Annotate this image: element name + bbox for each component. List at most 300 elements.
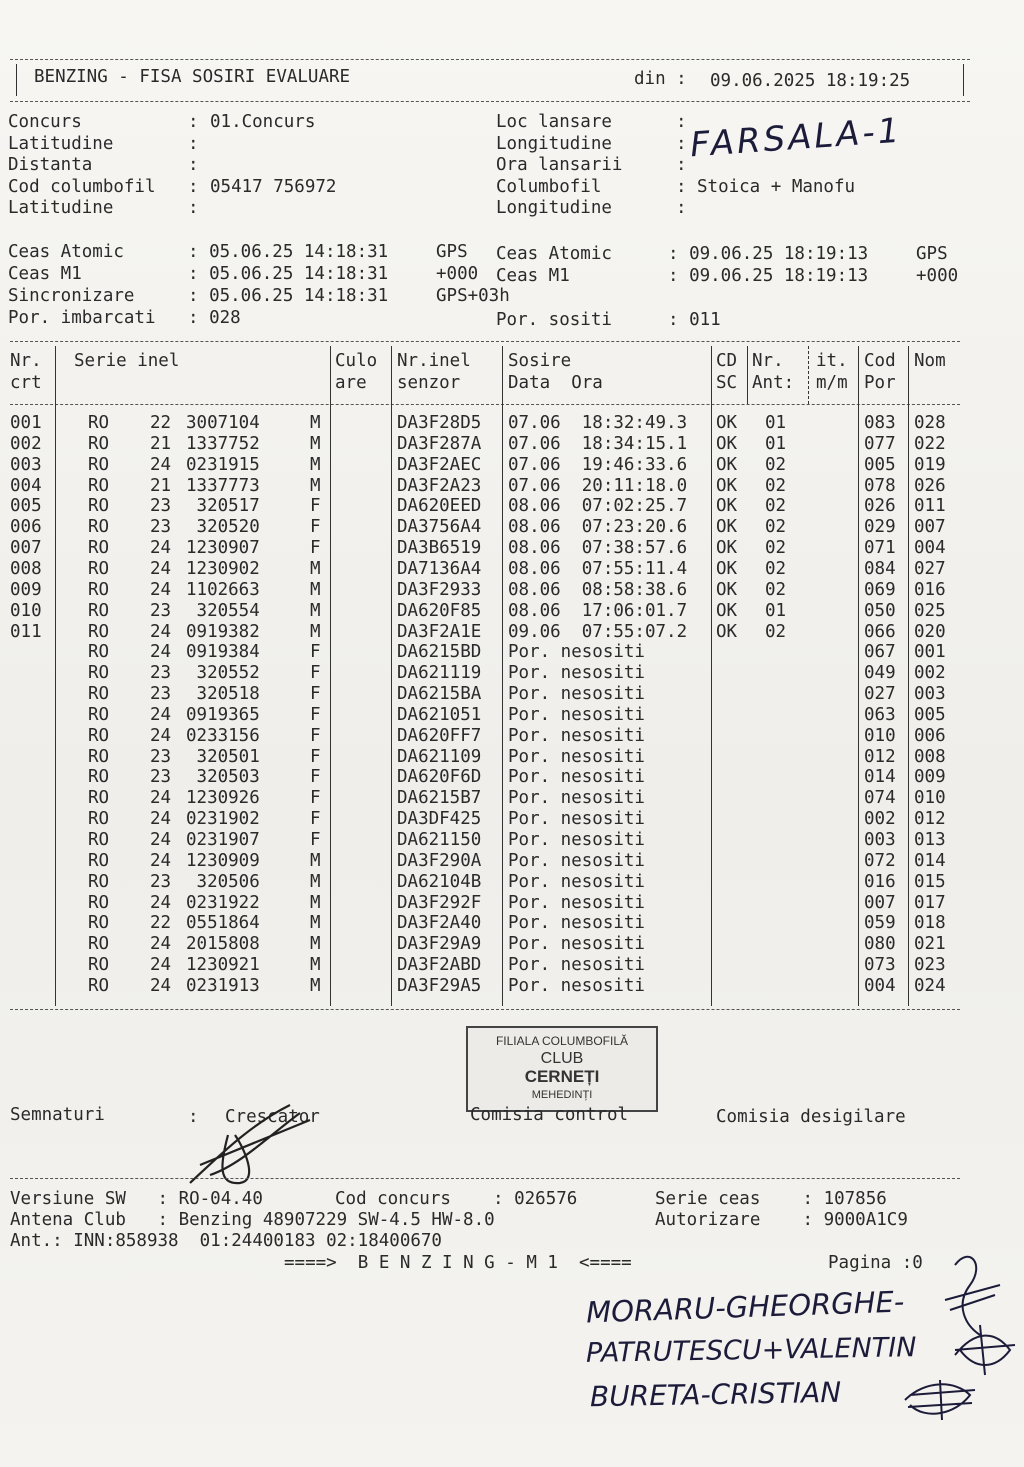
- table-cell-nom: 008: [914, 746, 946, 767]
- table-cell-tara: RO: [88, 704, 110, 725]
- info-right-sep: :: [676, 112, 687, 132]
- table-cell-sosire: Por. nesositi: [508, 975, 645, 996]
- table-cell-sosire: Por. nesositi: [508, 663, 645, 684]
- clock-left-label: Por. imbarcati: [8, 308, 156, 328]
- handwritten-name-1: MORARU-GHEORGHE-: [585, 1284, 905, 1330]
- table-cell-sex: F: [310, 517, 321, 538]
- clock-left-label: Sincronizare: [8, 286, 135, 306]
- table-cell-ant: 02: [765, 579, 787, 600]
- clock-left-extra: GPS+03h: [436, 286, 510, 306]
- table-cell-tara: RO: [88, 767, 110, 788]
- table-cell-nom: 006: [914, 725, 946, 746]
- clock-left-value: : 05.06.25 14:18:31: [188, 264, 389, 284]
- table-cell-sosire: Por. nesositi: [508, 892, 645, 913]
- table-cell-inel: 320506: [186, 871, 260, 892]
- table-cell-an: 23: [150, 767, 172, 788]
- table-cell-inel: 320518: [186, 684, 260, 705]
- clock-right-label: Por. sositi: [496, 310, 612, 330]
- page-number: Pagina :0: [828, 1253, 923, 1273]
- table-cell-sex: F: [310, 788, 321, 809]
- table-cell-sex: F: [310, 642, 321, 663]
- table-cell-tara: RO: [88, 517, 110, 538]
- table-cell-sosire: Por. nesositi: [508, 871, 645, 892]
- info-left-label: Distanta: [8, 155, 93, 175]
- table-cell-senzor: DA3F2A23: [397, 475, 482, 496]
- breeder-signature-label: Crescator: [225, 1107, 320, 1127]
- table-cell-senzor: DA3B6519: [397, 538, 482, 559]
- table-cell-tara: RO: [88, 433, 110, 454]
- table-column-divider: [391, 346, 392, 1006]
- table-cell-cd: OK: [716, 433, 738, 454]
- table-cell-cd: OK: [716, 600, 738, 621]
- info-left-label: Concurs: [8, 112, 82, 132]
- table-cell-nom: 003: [914, 684, 946, 705]
- table-cell-cd: OK: [716, 454, 738, 475]
- table-cell-sex: F: [310, 684, 321, 705]
- table-cell-tara: RO: [88, 538, 110, 559]
- table-cell-ant: 02: [765, 517, 787, 538]
- info-left-value: 01.Concurs: [210, 112, 316, 132]
- breeder-signature: [180, 1095, 330, 1195]
- table-header-cell: Ant:: [752, 373, 795, 393]
- table-cell-an: 23: [150, 517, 172, 538]
- table-cell-nom: 023: [914, 955, 946, 976]
- table-cell-cod: 072: [864, 850, 896, 871]
- table-cell-sosire: Por. nesositi: [508, 746, 645, 767]
- table-header-cell: Sosire: [508, 351, 572, 371]
- table-cell-nom: 013: [914, 830, 946, 850]
- table-cell-an: 24: [150, 955, 172, 976]
- table-cell-inel: 0231902: [186, 809, 260, 830]
- table-cell-senzor: DA621150: [397, 830, 482, 850]
- table-cell-sex: F: [310, 704, 321, 725]
- header-bottom-rule: [10, 101, 970, 102]
- table-cell-tara: RO: [88, 663, 110, 684]
- table-cell-an: 23: [150, 684, 172, 705]
- table-cell-cod: 084: [864, 558, 896, 579]
- date-label: din :: [634, 69, 687, 89]
- table-cell-nr: 009: [10, 579, 42, 600]
- table-cell-inel: 320520: [186, 517, 260, 538]
- table-cell-senzor: DA3F29A9: [397, 934, 482, 955]
- table-cell-nom: 015: [914, 871, 946, 892]
- table-cell-sosire: Por. nesositi: [508, 725, 645, 746]
- table-cell-nom: 025: [914, 600, 946, 621]
- table-cell-inel: 1230926: [186, 788, 260, 809]
- info-left-sep: :: [188, 155, 199, 175]
- clock-left-label: Ceas Atomic: [8, 242, 124, 262]
- table-cell-senzor: DA3F287A: [397, 433, 482, 454]
- header-top-rule: [10, 59, 970, 60]
- table-cell-an: 23: [150, 496, 172, 517]
- table-cell-an: 24: [150, 725, 172, 746]
- table-cell-an: 24: [150, 850, 172, 871]
- table-cell-cod: 007: [864, 892, 896, 913]
- table-column-divider: [55, 346, 56, 1006]
- table-cell-tara: RO: [88, 955, 110, 976]
- table-cell-an: 24: [150, 558, 172, 579]
- table-cell-sosire: 08.06 07:23:20.6: [508, 517, 688, 538]
- table-cell-sosire: 07.06 18:32:49.3: [508, 413, 688, 433]
- table-cell-nr: 007: [10, 538, 42, 559]
- table-header-rule: [10, 404, 960, 405]
- table-cell-nr: 002: [10, 433, 42, 454]
- table-cell-sosire: Por. nesositi: [508, 830, 645, 850]
- table-cell-inel: 1230909: [186, 850, 260, 871]
- contest-code: Cod concurs : 026576: [335, 1189, 578, 1209]
- info-right-sep: :: [676, 198, 687, 218]
- table-cell-ant: 02: [765, 538, 787, 559]
- table-bottom-rule: [10, 1009, 960, 1010]
- table-cell-cod: 050: [864, 600, 896, 621]
- table-cell-sosire: Por. nesositi: [508, 934, 645, 955]
- info-right-sep: :: [676, 155, 687, 175]
- table-cell-inel: 1230907: [186, 538, 260, 559]
- info-right-sep: :: [676, 133, 687, 154]
- table-cell-tara: RO: [88, 913, 110, 934]
- clock-right-value: : 09.06.25 18:19:13: [668, 266, 869, 286]
- table-header-cell: Cod: [864, 351, 896, 371]
- table-cell-cod: 005: [864, 454, 896, 475]
- table-top-rule: [10, 341, 960, 342]
- table-column-divider: [747, 346, 748, 404]
- table-cell-nom: 007: [914, 517, 946, 538]
- clock-left-label: Ceas M1: [8, 264, 82, 284]
- table-cell-tara: RO: [88, 892, 110, 913]
- table-cell-nom: 024: [914, 975, 946, 996]
- table-cell-ant: 01: [765, 413, 787, 433]
- authorization: Autorizare : 9000A1C9: [655, 1210, 908, 1230]
- table-cell-tara: RO: [88, 684, 110, 705]
- table-cell-an: 23: [150, 663, 172, 684]
- table-cell-senzor: DA6215BD: [397, 642, 482, 663]
- table-header-cell: Nom: [914, 351, 946, 371]
- info-left-sep: :: [188, 112, 199, 132]
- table-cell-sex: M: [310, 454, 321, 475]
- table-cell-tara: RO: [88, 579, 110, 600]
- table-cell-cod: 004: [864, 975, 896, 996]
- table-cell-sosire: Por. nesositi: [508, 684, 645, 705]
- table-cell-nom: 010: [914, 788, 946, 809]
- table-cell-senzor: DA62104B: [397, 871, 482, 892]
- table-cell-sex: F: [310, 725, 321, 746]
- table-cell-cod: 012: [864, 746, 896, 767]
- table-cell-cd: OK: [716, 579, 738, 600]
- info-left-value: 05417 756972: [210, 176, 337, 197]
- table-cell-sosire: Por. nesositi: [508, 788, 645, 809]
- table-cell-an: 24: [150, 579, 172, 600]
- table-cell-cod: 063: [864, 704, 896, 725]
- clock-right-label: Ceas Atomic: [496, 244, 612, 264]
- stamp-line-4: MEHEDINȚI: [531, 1089, 593, 1101]
- table-cell-sex: M: [310, 413, 321, 433]
- table-cell-senzor: DA3F28D5: [397, 413, 482, 433]
- table-header-cell: m/m: [816, 373, 848, 393]
- table-header-cell: Nr.: [10, 351, 42, 371]
- table-cell-sosire: 08.06 07:55:11.4: [508, 558, 688, 579]
- unsealing-commission-label: Comisia desigilare: [716, 1107, 906, 1127]
- table-cell-tara: RO: [88, 475, 110, 496]
- table-cell-senzor: DA3F290A: [397, 850, 482, 871]
- table-cell-sosire: 08.06 07:38:57.6: [508, 538, 688, 559]
- table-cell-sex: F: [310, 496, 321, 517]
- table-cell-inel: 0231913: [186, 975, 260, 996]
- table-cell-tara: RO: [88, 413, 110, 433]
- table-cell-sosire: 07.06 19:46:33.6: [508, 454, 688, 475]
- table-cell-sex: M: [310, 475, 321, 496]
- table-cell-senzor: DA6215BA: [397, 684, 482, 705]
- info-right-value: Stoica + Manofu: [697, 176, 856, 197]
- table-cell-inel: 2015808: [186, 934, 260, 955]
- table-cell-inel: 320517: [186, 496, 260, 517]
- table-cell-sosire: Por. nesositi: [508, 850, 645, 871]
- report-datetime: 09.06.2025 18:19:25: [710, 71, 911, 91]
- table-cell-senzor: DA3F292F: [397, 892, 482, 913]
- table-cell-sex: M: [310, 600, 321, 621]
- table-cell-nom: 018: [914, 913, 946, 934]
- table-cell-sex: M: [310, 913, 321, 934]
- table-cell-nr: 011: [10, 621, 42, 642]
- table-cell-cod: 003: [864, 830, 896, 850]
- handwritten-name-2: PATRUTESCU+VALENTIN: [585, 1332, 917, 1369]
- table-cell-nom: 004: [914, 538, 946, 559]
- table-cell-cd: OK: [716, 517, 738, 538]
- table-cell-ant: 02: [765, 475, 787, 496]
- table-cell-tara: RO: [88, 809, 110, 830]
- info-left-label: Latitudine: [8, 133, 114, 154]
- table-header-cell: CD: [716, 351, 738, 371]
- table-cell-tara: RO: [88, 850, 110, 871]
- table-cell-inel: 0231922: [186, 892, 260, 913]
- table-cell-nom: 020: [914, 621, 946, 642]
- table-cell-nom: 009: [914, 767, 946, 788]
- table-cell-inel: 0919384: [186, 642, 260, 663]
- table-cell-sosire: 07.06 18:34:15.1: [508, 433, 688, 454]
- document-title: BENZING - FISA SOSIRI EVALUARE: [34, 67, 351, 87]
- table-cell-inel: 1230921: [186, 955, 260, 976]
- table-cell-sex: F: [310, 746, 321, 767]
- table-cell-nom: 019: [914, 454, 946, 475]
- table-cell-sex: M: [310, 871, 321, 892]
- info-left-sep: :: [188, 198, 199, 218]
- table-cell-sex: M: [310, 850, 321, 871]
- control-commission-label: Comisia control: [470, 1105, 629, 1125]
- table-cell-cod: 069: [864, 579, 896, 600]
- table-cell-cod: 029: [864, 517, 896, 538]
- signature-scribble-2: [950, 1320, 1020, 1380]
- table-cell-senzor: DA621051: [397, 704, 482, 725]
- signature-scribble-3: [900, 1375, 980, 1425]
- table-cell-cod: 066: [864, 621, 896, 642]
- table-header-cell: Culo: [335, 351, 378, 371]
- table-cell-an: 22: [150, 913, 172, 934]
- table-cell-nr: 005: [10, 496, 42, 517]
- stamp-line-2: CLUB: [540, 1050, 584, 1067]
- table-cell-sex: F: [310, 809, 321, 830]
- table-cell-inel: 0919365: [186, 704, 260, 725]
- table-cell-senzor: DA3F2AEC: [397, 454, 482, 475]
- table-cell-nom: 017: [914, 892, 946, 913]
- table-column-divider: [908, 346, 909, 1006]
- table-cell-inel: 0231915: [186, 454, 260, 475]
- table-cell-sosire: 07.06 20:11:18.0: [508, 475, 688, 496]
- table-cell-an: 24: [150, 892, 172, 913]
- table-cell-inel: 0233156: [186, 725, 260, 746]
- table-cell-senzor: DA7136A4: [397, 558, 482, 579]
- table-cell-an: 21: [150, 433, 172, 454]
- table-cell-cod: 027: [864, 684, 896, 705]
- clock-left-value: : 05.06.25 14:18:31: [188, 242, 389, 262]
- table-cell-inel: 320503: [186, 767, 260, 788]
- table-cell-nr: 008: [10, 558, 42, 579]
- table-cell-tara: RO: [88, 725, 110, 746]
- table-cell-an: 23: [150, 871, 172, 892]
- table-cell-sosire: 08.06 07:02:25.7: [508, 496, 688, 517]
- table-cell-cd: OK: [716, 538, 738, 559]
- table-cell-tara: RO: [88, 934, 110, 955]
- table-cell-nom: 005: [914, 704, 946, 725]
- table-cell-nr: 006: [10, 517, 42, 538]
- table-cell-inel: 1102663: [186, 579, 260, 600]
- table-cell-tara: RO: [88, 600, 110, 621]
- table-cell-nr: 010: [10, 600, 42, 621]
- table-cell-tara: RO: [88, 871, 110, 892]
- table-cell-inel: 0231907: [186, 830, 260, 850]
- table-cell-sex: F: [310, 830, 321, 850]
- table-cell-senzor: DA620F6D: [397, 767, 482, 788]
- table-cell-an: 23: [150, 746, 172, 767]
- table-cell-inel: 0919382: [186, 621, 260, 642]
- table-header-cell: SC: [716, 373, 738, 393]
- antenna-ids: Ant.: INN:858938 01:24400183 02:18400670: [10, 1231, 442, 1251]
- club-stamp: [466, 1026, 658, 1112]
- table-cell-an: 24: [150, 538, 172, 559]
- table-cell-sosire: 08.06 17:06:01.7: [508, 600, 688, 621]
- table-cell-inel: 1230902: [186, 558, 260, 579]
- table-column-divider: [330, 346, 331, 1006]
- clock-right-extra: +000: [916, 266, 959, 286]
- table-cell-sosire: Por. nesositi: [508, 642, 645, 663]
- table-cell-nom: 002: [914, 663, 946, 684]
- table-cell-sex: F: [310, 767, 321, 788]
- table-cell-sex: M: [310, 975, 321, 996]
- table-cell-nom: 021: [914, 934, 946, 955]
- table-cell-senzor: DA3DF425: [397, 809, 482, 830]
- table-cell-cod: 077: [864, 433, 896, 454]
- stamp-line-1: FILIALA COLUMBOFILĂ: [495, 1034, 629, 1048]
- table-cell-sex: M: [310, 934, 321, 955]
- table-cell-inel: 320554: [186, 600, 260, 621]
- table-cell-nr: 003: [10, 454, 42, 475]
- table-cell-sosire: 08.06 08:58:38.6: [508, 579, 688, 600]
- table-cell-sosire: Por. nesositi: [508, 767, 645, 788]
- clock-left-value: : 028: [188, 308, 241, 328]
- info-right-sep: :: [676, 176, 687, 197]
- table-cell-nom: 028: [914, 413, 946, 433]
- clock-left-extra: +000: [436, 264, 479, 284]
- table-header-cell: Serie inel: [74, 351, 180, 371]
- table-cell-inel: 320501: [186, 746, 260, 767]
- info-left-sep: :: [188, 133, 199, 154]
- table-cell-nr: 004: [10, 475, 42, 496]
- table-cell-senzor: DA3F29A5: [397, 975, 482, 996]
- table-cell-an: 24: [150, 975, 172, 996]
- info-right-label: Loc lansare: [496, 112, 612, 132]
- clock-right-value: : 011: [668, 310, 721, 330]
- clock-right-label: Ceas M1: [496, 266, 570, 286]
- table-cell-cod: 083: [864, 413, 896, 433]
- table-cell-inel: 320552: [186, 663, 260, 684]
- table-cell-an: 24: [150, 809, 172, 830]
- table-cell-nr: 001: [10, 413, 42, 433]
- table-cell-senzor: DA620FF7: [397, 725, 482, 746]
- table-cell-tara: RO: [88, 975, 110, 996]
- table-cell-inel: 1337752: [186, 433, 260, 454]
- table-cell-cod: 059: [864, 913, 896, 934]
- table-cell-an: 22: [150, 413, 172, 433]
- info-left-label: Latitudine: [8, 198, 114, 218]
- table-cell-tara: RO: [88, 746, 110, 767]
- table-cell-nom: 014: [914, 850, 946, 871]
- table-header-cell: Nr.inel: [397, 351, 471, 371]
- table-cell-ant: 02: [765, 621, 787, 642]
- table-cell-cod: 067: [864, 642, 896, 663]
- table-cell-tara: RO: [88, 558, 110, 579]
- table-cell-nom: 012: [914, 809, 946, 830]
- table-cell-senzor: DA3F2933: [397, 579, 482, 600]
- table-cell-an: 24: [150, 621, 172, 642]
- table-cell-tara: RO: [88, 788, 110, 809]
- header-right-edge: [963, 64, 964, 96]
- stamp-line-3: CERNEȚI: [524, 1067, 600, 1086]
- table-cell-inel: 3007104: [186, 413, 260, 433]
- table-cell-nom: 027: [914, 558, 946, 579]
- table-column-divider: [711, 346, 712, 1006]
- info-right-label: Columbofil: [496, 176, 602, 197]
- table-cell-sosire: Por. nesositi: [508, 809, 645, 830]
- table-cell-cd: OK: [716, 413, 738, 433]
- table-cell-cod: 071: [864, 538, 896, 559]
- footer-top-rule: [10, 1178, 960, 1179]
- table-cell-senzor: DA3F2A1E: [397, 621, 482, 642]
- handwritten-release-location: FARSALA-1: [688, 110, 904, 166]
- table-cell-senzor: DA620EED: [397, 496, 482, 517]
- table-cell-sex: M: [310, 579, 321, 600]
- table-header-cell: senzor: [397, 373, 461, 393]
- club-antenna: Antena Club : Benzing 48907229 SW-4.5 HW-8.0: [10, 1210, 495, 1230]
- table-column-divider: [502, 346, 503, 1006]
- header-left-edge: [16, 64, 17, 96]
- table-cell-sex: F: [310, 538, 321, 559]
- table-cell-cod: 026: [864, 496, 896, 517]
- signatures-sep: :: [188, 1107, 199, 1127]
- table-cell-an: 24: [150, 830, 172, 850]
- table-header-cell: it.: [816, 351, 848, 371]
- table-cell-sex: M: [310, 955, 321, 976]
- table-header-cell: Data Ora: [508, 373, 603, 393]
- benzing-banner: ====> B E N Z I N G - M 1 <====: [284, 1253, 632, 1273]
- info-right-label: Ora lansarii: [496, 155, 623, 175]
- table-cell-cod: 074: [864, 788, 896, 809]
- table-cell-an: 24: [150, 934, 172, 955]
- table-cell-cod: 010: [864, 725, 896, 746]
- clock-left-value: : 05.06.25 14:18:31: [188, 286, 389, 306]
- table-column-divider: [858, 346, 859, 1006]
- table-header-cell: crt: [10, 373, 42, 393]
- table-cell-cod: 016: [864, 871, 896, 892]
- table-cell-sosire: Por. nesositi: [508, 704, 645, 725]
- info-left-sep: :: [188, 176, 199, 197]
